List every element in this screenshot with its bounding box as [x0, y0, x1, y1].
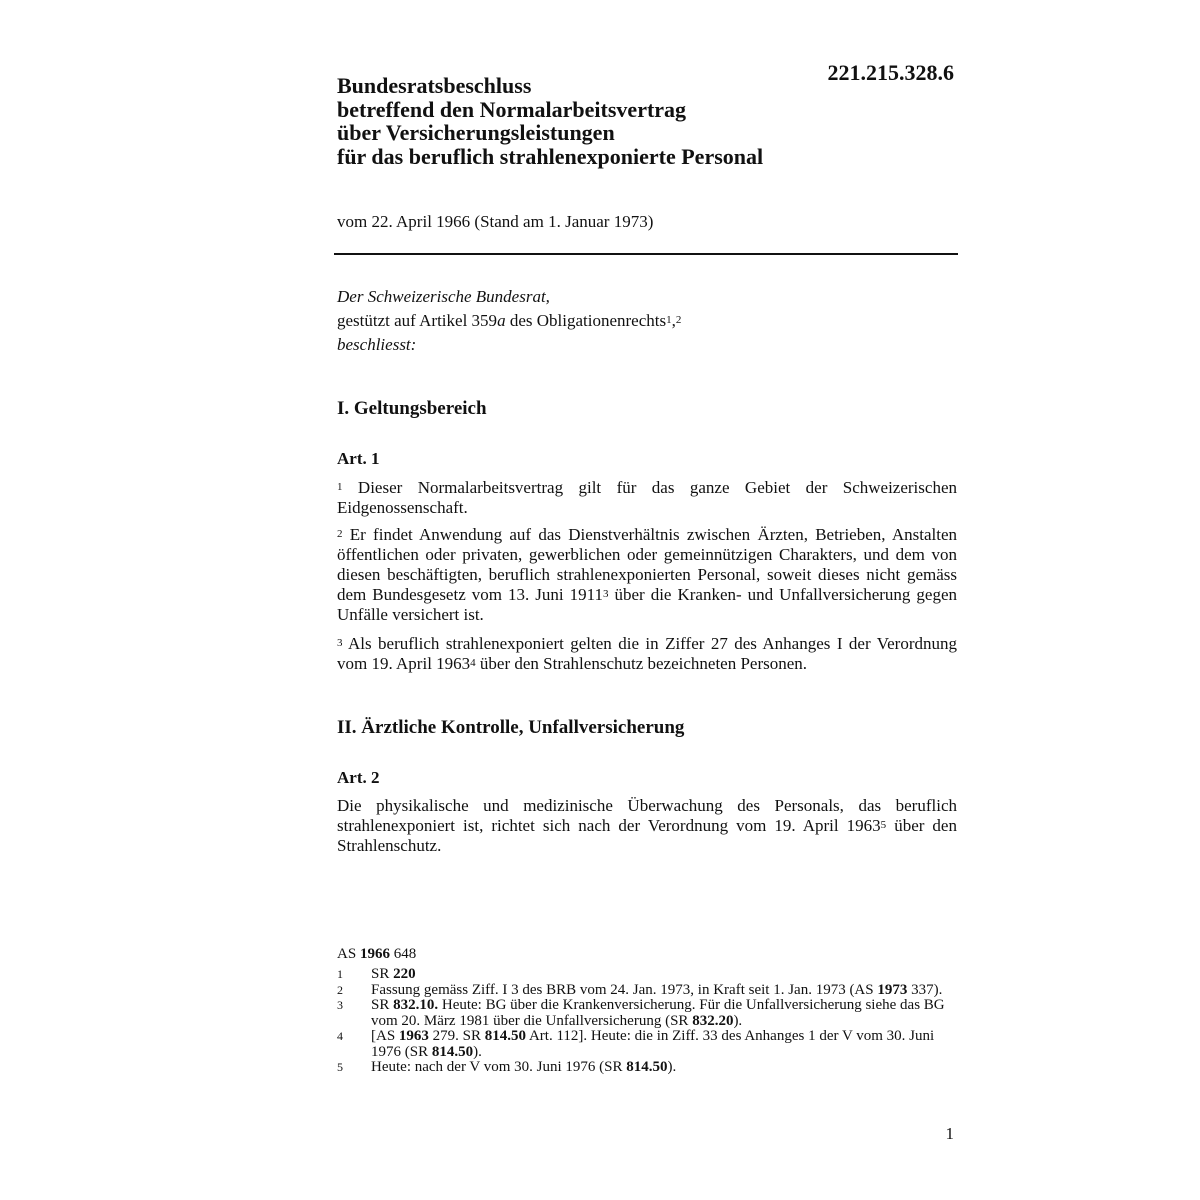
article-1-paragraph-3: $^3$ Als beruflich strahlenexponiert gelten die in Ziffer 27 des Anhanges I der Verordnung vom 19. April 1963$^4$ über den Strahlenschutz bezeichneten Personen.	[337, 634, 957, 673]
footnote-ref: 3	[602, 588, 609, 600]
preamble-resolves: beschliesst:	[337, 335, 417, 354]
footnote-number: 5	[337, 1060, 343, 1074]
title-line: für das beruflich strahlenexponierte Personal	[337, 143, 764, 169]
section-heading-aerztliche-kontrolle: II. Ärztliche Kontrolle, Unfallversicherung	[337, 717, 685, 738]
article-2-paragraph: Die physikalische und medizinische Überwachung des Personals, das beruflich strahlenexponiert ist, richtet sich nach der Verordnung vom 19. April 1963$^5$ über den Strahlenschutz.	[337, 796, 957, 855]
footnote	[337, 983, 957, 999]
article-1-paragraph-1: $^1$ Dieser Normalarbeitsvertrag gilt für das ganze Gebiet der Schweizerischen Eidgenossenschaft.	[337, 478, 957, 517]
title-line: Bundesratsbeschluss	[337, 73, 532, 98]
footnote-ref: 4	[470, 657, 476, 669]
footnote	[337, 1060, 957, 1076]
article-1-paragraph-2: $^2$ Er findet Anwendung auf das Dienstverhältnis zwischen Ärzten, Betrieben, Anstalten öffentlichen oder privaten, gewerblichen oder gemeinnützigen Charakters, und dem von diesen beschäftigten, beruflich strahlenexponierten Personal, soweit dieses nicht gemäss dem Bundesgesetz vom 13. Juni 1911$^3$ über die Kranken- und Unfallversicherung gegen Unfälle versichert ist.	[337, 525, 957, 624]
footnote	[337, 1029, 957, 1060]
footnote-text: Fassung gemäss Ziff. I 3 des BRB vom 24. Jan. 1973, in Kraft seit 1. Jan. 1973 (AS 1973 337).	[371, 981, 943, 998]
footnote-ref: 5	[880, 819, 887, 831]
title-line: betreffend den Normalarbeitsvertrag	[337, 96, 687, 122]
date-line: vom 22. April 1966 (Stand am 1. Januar 1973)	[337, 212, 654, 231]
document-title	[337, 74, 857, 168]
preamble-authority: Der Schweizerische Bundesrat,	[337, 287, 550, 306]
page-number: 1	[945, 1124, 954, 1143]
footnotes	[337, 967, 957, 1076]
footnote-number: 1	[337, 967, 343, 981]
footnote-text: Heute: nach der V vom 30. Juni 1976 (SR 814.50).	[371, 1059, 677, 1075]
footnote	[337, 967, 957, 983]
footnote	[337, 998, 957, 1029]
title-line: über Versicherungsleistungen	[337, 120, 615, 145]
footnote-ref: 2	[675, 314, 682, 326]
header-divider	[334, 253, 958, 255]
sr-number: 221.215.328.6	[827, 60, 954, 85]
official-source: AS 1966 648	[337, 946, 417, 962]
footnote-number: 2	[337, 982, 343, 997]
footnote-text: [AS 1963 279. SR 814.50 Art. 112]. Heute: die in Ziff. 33 des Anhanges 1 der V vom 30. Juni 1976 (SR 814.50).	[371, 1028, 935, 1060]
document-page	[337, 0, 957, 1200]
section-heading-geltungsbereich: I. Geltungsbereich	[337, 398, 487, 419]
footnote-text: SR 220	[371, 966, 416, 982]
footnote-number: 4	[337, 1029, 343, 1043]
footnote-text: SR 832.10. Heute: BG über die Krankenversicherung. Für die Unfallversicherung siehe das BG vom 20. März 1981 über die Unfallversicherung (SR 832.20).	[371, 997, 945, 1029]
preamble-basis: gestützt auf Artikel 359a des Obligationenrechts$^1$,$^2$	[337, 311, 682, 330]
footnote-number: 3	[337, 998, 343, 1012]
article-1-heading: Art. 1	[337, 449, 380, 468]
article-2-heading: Art. 2	[337, 768, 380, 787]
footnote-ref: 1	[666, 314, 672, 326]
preamble	[337, 285, 681, 357]
